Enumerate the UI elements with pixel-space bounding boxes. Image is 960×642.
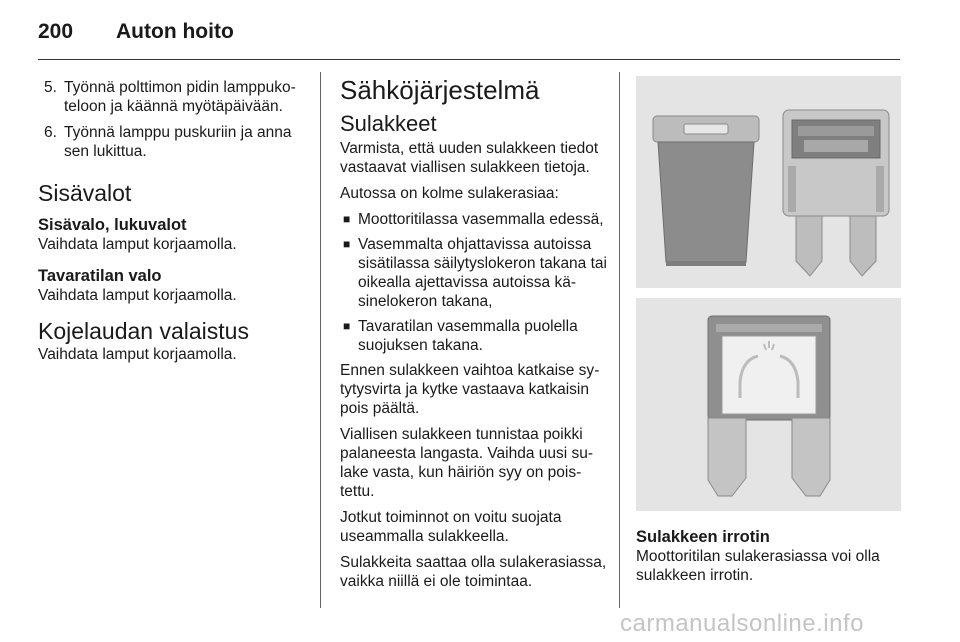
page-header xyxy=(0,0,960,62)
fuse-illustration-blown xyxy=(636,298,901,511)
heading-kojelauta: Kojelaudan valaistus xyxy=(38,318,249,344)
paragraph: Ennen sulakkeen vaihtoa katkaise sytytysvirta ja kytke vastaava katkaisin pois päältä. xyxy=(340,362,600,417)
paragraph-kojelauta: Vaihdata lamput korjaamolla. xyxy=(38,346,237,363)
step-number: 6. xyxy=(44,124,57,141)
column-divider xyxy=(619,72,620,608)
step-number: 5. xyxy=(44,79,57,96)
step-item xyxy=(38,78,310,116)
bullet-icon: ■ xyxy=(343,212,351,226)
paragraph: Sulakkeita saattaa olla sulakerasiassa, vaikka niillä ei ole toimintaa. xyxy=(340,554,607,590)
subheading-sisavalo: Sisävalo, lukuvalot xyxy=(38,216,187,234)
column-left xyxy=(38,78,310,371)
step-text: Työnnä lamppu puskuriin ja anna sen lukittua. xyxy=(64,124,292,160)
bullet-icon: ■ xyxy=(343,237,351,251)
paragraph: Jotkut toiminnot on voitu suojata useammalla sulakkeella. xyxy=(340,509,562,545)
fuse-illustration-mini xyxy=(636,76,901,288)
fusebox-list xyxy=(340,210,608,355)
paragraph: Varmista, että uuden sulakkeen tiedot vastaavat viallisen sulakkeen tietoja. xyxy=(340,140,599,176)
bullet-icon: ■ xyxy=(343,319,351,333)
subheading-irrotin: Sulakkeen irrotin xyxy=(636,528,770,546)
mini-fuse-image xyxy=(636,76,901,288)
list-item xyxy=(340,235,608,311)
paragraph-sisavalo: Vaihdata lamput korjaamolla. xyxy=(38,236,237,253)
heading-sahkojarjestelma: Sähköjärjestelmä xyxy=(340,75,540,105)
column-right-text xyxy=(636,527,906,592)
section-title: Auton hoito xyxy=(116,20,234,43)
step-item xyxy=(38,123,310,161)
heading-sulakkeet: Sulakkeet xyxy=(340,111,437,136)
list-item-text: Moottoritilassa vasemmalla edessä, xyxy=(358,211,604,228)
list-item xyxy=(340,210,608,229)
paragraph-irrotin: Moottoritilan sulakerasiassa voi olla sulakkeen irrotin. xyxy=(636,548,880,584)
column-divider xyxy=(320,72,321,608)
list-item xyxy=(340,317,608,355)
paragraph-tavaratila: Vaihdata lamput korjaamolla. xyxy=(38,287,237,304)
heading-sisavalot: Sisävalot xyxy=(38,180,132,206)
paragraph: Autossa on kolme sulakerasiaa: xyxy=(340,185,559,202)
step-text: Työnnä polttimon pidin lamppukoteloon ja käännä myötäpäivään. xyxy=(64,79,296,115)
list-item-text: Vasemmalta ohjattavissa autoissa sisätilassa säilytyslokeron takana tai oikealla ajettavissa autoissa käsinelokeron takana, xyxy=(358,236,607,310)
subheading-tavaratila: Tavaratilan valo xyxy=(38,267,162,285)
column-middle xyxy=(340,75,608,598)
page-number: 200 xyxy=(38,20,74,43)
header-rule xyxy=(38,59,900,60)
list-item-text: Tavaratilan vasemmalla puolella suojuksen takana. xyxy=(358,318,578,354)
step-list xyxy=(38,78,310,161)
blown-fuse-image xyxy=(636,298,901,511)
paragraph: Viallisen sulakkeen tunnistaa poikki palaneesta langasta. Vaihda uusi sulake vasta, kun häiriön syy on poistettu. xyxy=(340,426,594,500)
watermark-text: carmanualsonline.info xyxy=(620,610,864,637)
